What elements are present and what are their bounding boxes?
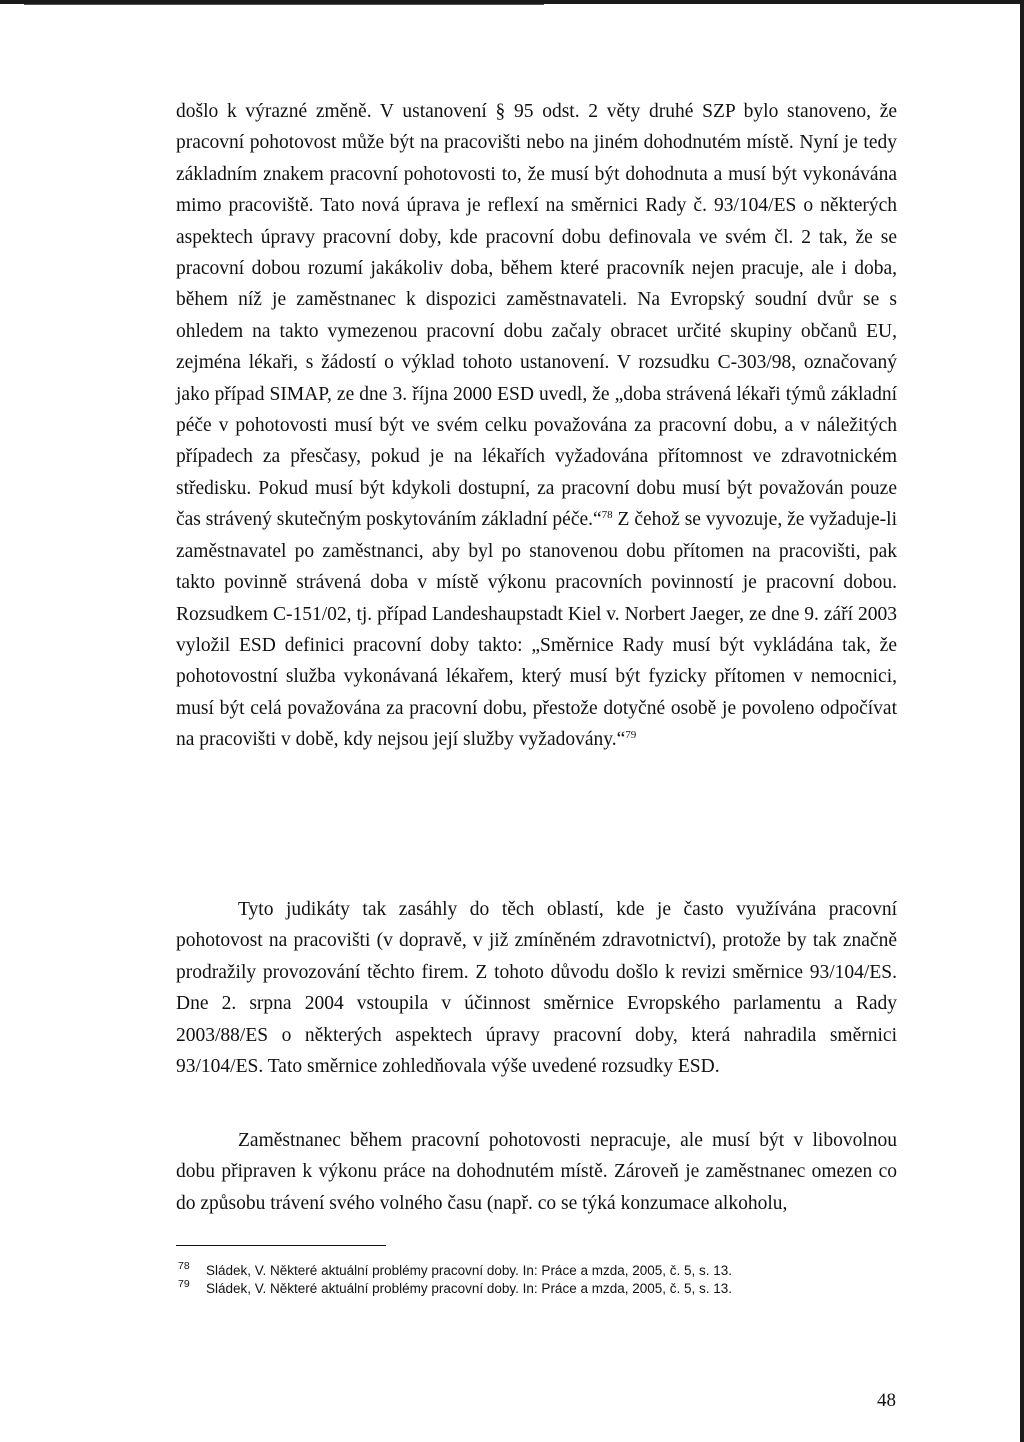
footnote-ref-78[interactable]: 78	[601, 509, 613, 522]
footnote-text: Sládek, V. Některé aktuální problémy pracovní doby. In: Práce a mzda, 2005, č. 5, s. 13.	[206, 1263, 733, 1278]
footnote-text: Sládek, V. Některé aktuální problémy pracovní doby. In: Práce a mzda, 2005, č. 5, s. 13.	[206, 1281, 733, 1296]
footnote-ref-79[interactable]: 79	[625, 729, 637, 742]
footnote-79	[176, 1280, 896, 1298]
scan-edge-line	[24, 4, 544, 5]
footnote-number: 78	[178, 1260, 190, 1272]
paragraph-1-text-a: došlo k výrazné změně. V ustanovení § 95 odst. 2 věty druhé SZP bylo stanoveno, že pracovní pohotovost může být na pracovišti nebo na jiném dohodnutém místě. Nyní je tedy základním znakem pracovní pohotovosti to, že musí být dohodnuta a musí být vykonávána mimo pracoviště. Tato nová úprava je reflexí na směrnici Rady č. 93/104/ES o některých aspektech úpravy pracovní doby, kde pracovní dobu definovala ve svém čl. 2 tak, že se pracovní dobou rozumí jakákoliv doba, během které pracovník nejen pracuje, ale i doba, během níž je zaměstnanec k dispozici zaměstnavateli. Na Evropský soudní dvůr se s ohledem na takto vymezenou pracovní dobu začaly obracet určité skupiny občanů EU, zejména lékaři, s žádostí o výklad tohoto ustanovení. V rozsudku C-303/98, označovaný jako případ SIMAP, ze dne 3. října 2000 ESD uvedl, že „doba strávená lékaři týmů základní péče v pohotovosti musí být ve svém celku považována za pracovní dobu, a v náležitých případech za přesčasy, pokud je na lékařích vyžadována přítomnost ve zdravotnickém středisku. Pokud musí být kdykoli dostupní, za pracovní dobu musí být považován pouze čas strávený skutečným poskytováním základní péče.“	[176, 101, 897, 531]
footnote-number: 79	[178, 1278, 190, 1290]
footnote-78	[176, 1262, 896, 1280]
paragraph-1-text-b: Z čehož se vyvozuje, že vyžaduje-li zaměstnavatel po zaměstnanci, aby byl po stanovenou dobu přítomen na pracovišti, pak takto povinně strávená doba v místě výkonu pracovních povinností je pracovní dobou. Rozsudkem C-151/02, tj. případ Landeshaupstadt Kiel v. Norbert Jaeger, ze dne 9. září 2003 vyložil ESD definici pracovní doby takto: „Směrnice Rady musí být vykládána tak, že pohotovostní služba vykonávaná lékařem, který musí být fyzicky přítomen v nemocnici, musí být celá považována za pracovní dobu, přestože dotyčné osobě je povoleno odpočívat na pracovišti v době, kdy nejsou její služby vyžadovány.“	[176, 509, 897, 751]
page-number: 48	[877, 1390, 896, 1411]
footnote-separator	[176, 1245, 386, 1246]
body-paragraph-1	[176, 96, 897, 756]
body-paragraph-3: Zaměstnanec během pracovní pohotovosti nepracuje, ale musí být v libovolnou dobu připraven k výkonu práce na dohodnutém místě. Zároveň je zaměstnanec omezen co do způsobu trávení svého volného času (např. co se týká konzumace alkoholu,	[176, 1130, 897, 1214]
body-paragraph-2: Tyto judikáty tak zasáhly do těch oblastí, kde je často využívána pracovní pohotovost na pracovišti (v dopravě, v již zmíněném zdravotnictví), protože by tak značně prodražily provozování těchto firem. Z tohoto důvodu došlo k revizi směrnice 93/104/ES. Dne 2. srpna 2004 vstoupila v účinnost směrnice Evropského parlamentu a Rady 2003/88/ES o některých aspektech úpravy pracovní doby, která nahradila směrnici 93/104/ES. Tato směrnice zohledňovala výše uvedené rozsudky ESD.	[176, 899, 897, 1078]
scan-edge-right	[1020, 0, 1024, 1442]
footnotes	[176, 1262, 896, 1298]
